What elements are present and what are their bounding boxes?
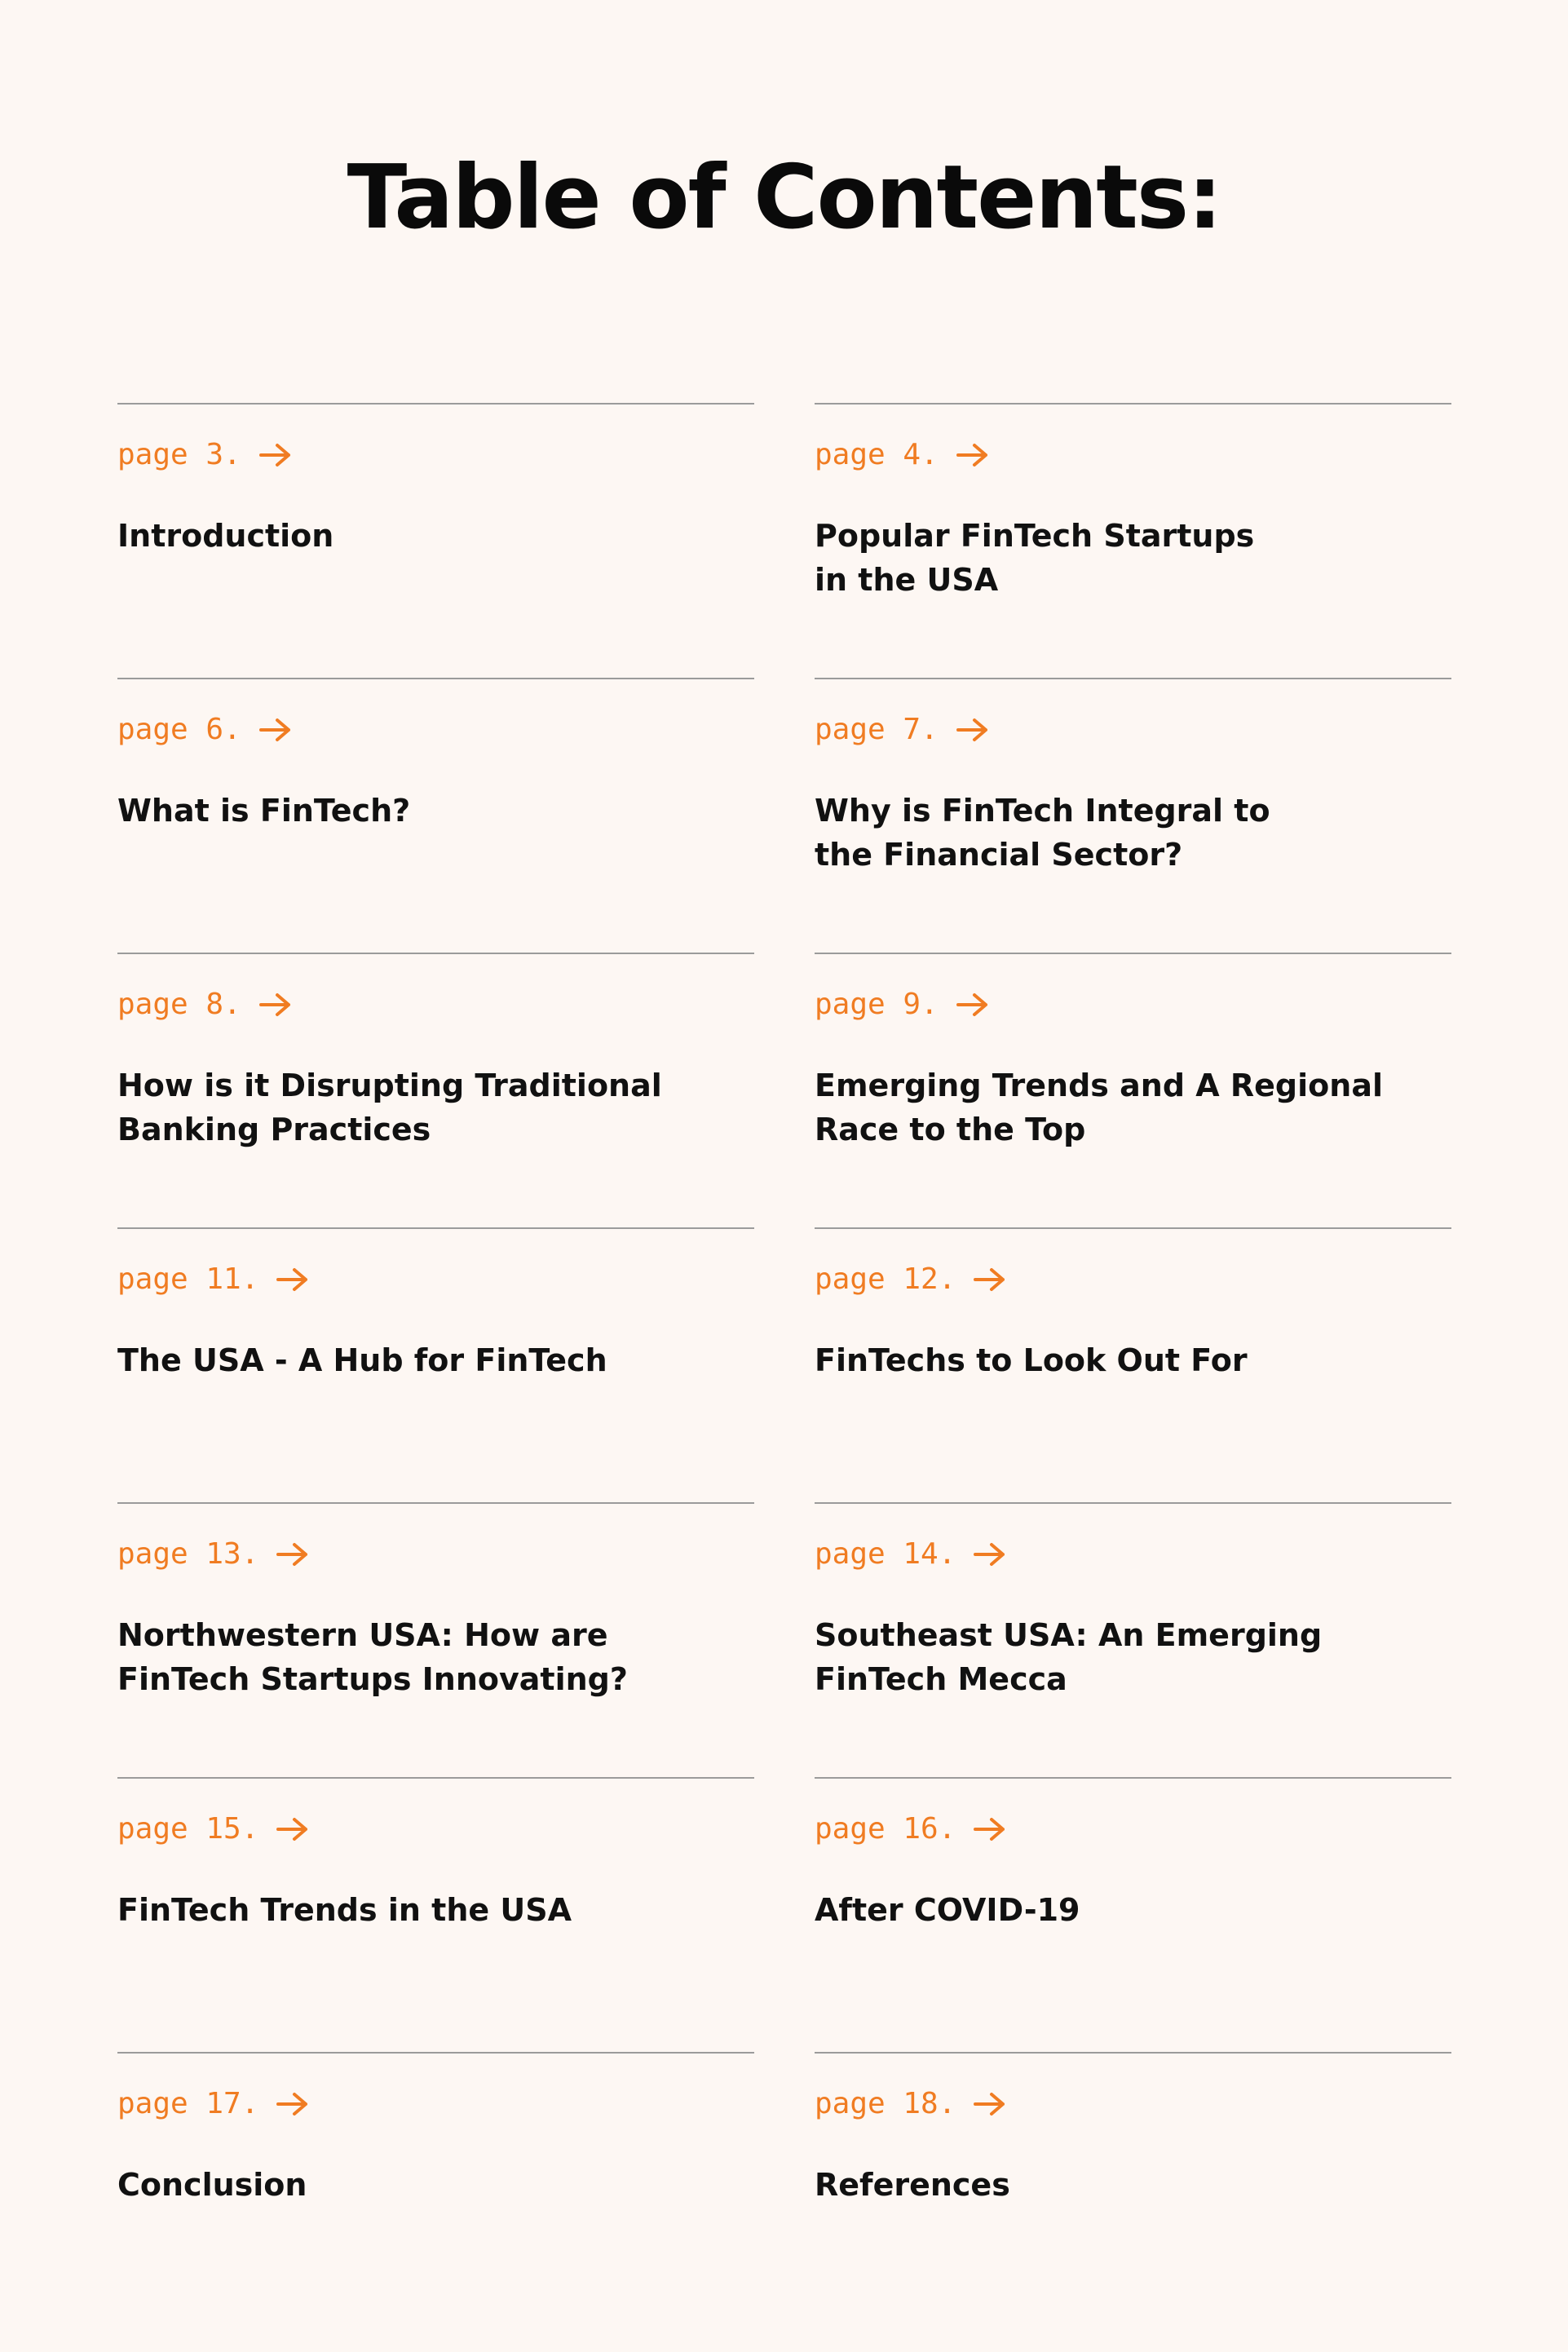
page-reference[interactable] <box>815 1536 1006 1572</box>
page-number: page 16. <box>815 1812 956 1846</box>
entry-title: Emerging Trends and A Regional Race to the Top <box>815 1068 1383 1147</box>
toc-entry-fintechs-to-look-out-for[interactable] <box>815 1227 1451 1502</box>
page-reference[interactable] <box>117 1536 309 1572</box>
entry-title: The USA - A Hub for FinTech <box>117 1342 607 1378</box>
entry-title: Popular FinTech Startups in the USA <box>815 518 1255 598</box>
arrow-right-icon <box>956 717 989 743</box>
page-number: page 6. <box>117 713 241 746</box>
entry-title: References <box>815 2167 1010 2203</box>
arrow-right-icon <box>956 442 989 468</box>
page-number: page 17. <box>117 2087 259 2120</box>
toc-entry-disrupting-banking[interactable] <box>117 953 754 1227</box>
page-number: page 3. <box>117 438 241 471</box>
toc-entry-popular-startups[interactable] <box>815 403 1451 678</box>
arrow-right-icon <box>276 2091 309 2117</box>
entry-title: Conclusion <box>117 2167 307 2203</box>
page-reference[interactable] <box>815 2086 1006 2122</box>
toc-entry-fintech-trends[interactable] <box>117 1777 754 2052</box>
page-number: page 18. <box>815 2087 956 2120</box>
page-reference[interactable] <box>815 712 989 748</box>
page-reference[interactable] <box>117 437 292 473</box>
toc-entry-southeast-usa[interactable] <box>815 1502 1451 1777</box>
page-reference[interactable] <box>117 1262 309 1298</box>
page-reference[interactable] <box>815 437 989 473</box>
entry-title: Southeast USA: An Emerging FinTech Mecca <box>815 1617 1323 1697</box>
page-number: page 11. <box>117 1262 259 1296</box>
toc-list <box>117 403 1451 2327</box>
arrow-right-icon <box>974 2091 1006 2117</box>
toc-entry-conclusion[interactable] <box>117 2052 754 2327</box>
arrow-right-icon <box>276 1541 309 1567</box>
page-number: page 7. <box>815 713 939 746</box>
toc-entry-emerging-trends[interactable] <box>815 953 1451 1227</box>
page-reference[interactable] <box>815 1811 1006 1847</box>
page-reference[interactable] <box>815 987 989 1023</box>
entry-title: Introduction <box>117 518 334 554</box>
entry-title: How is it Disrupting Traditional Banking Practices <box>117 1068 662 1147</box>
entry-title: FinTechs to Look Out For <box>815 1342 1248 1378</box>
page-title: Table of Contents: <box>347 147 1221 249</box>
arrow-right-icon <box>259 992 292 1018</box>
arrow-right-icon <box>956 992 989 1018</box>
page-number: page 14. <box>815 1537 956 1571</box>
entry-title: Northwestern USA: How are FinTech Startups Innovating? <box>117 1617 628 1697</box>
toc-entry-what-is-fintech[interactable] <box>117 678 754 953</box>
arrow-right-icon <box>276 1816 309 1842</box>
page-reference[interactable] <box>815 1262 1006 1298</box>
page-reference[interactable] <box>117 1811 309 1847</box>
page-number: page 13. <box>117 1537 259 1571</box>
arrow-right-icon <box>974 1267 1006 1293</box>
page-reference[interactable] <box>117 987 292 1023</box>
entry-title: FinTech Trends in the USA <box>117 1892 572 1928</box>
page-number: page 9. <box>815 988 939 1021</box>
toc-entry-after-covid[interactable] <box>815 1777 1451 2052</box>
arrow-right-icon <box>259 717 292 743</box>
page-number: page 12. <box>815 1262 956 1296</box>
entry-title: What is FinTech? <box>117 793 411 829</box>
page-number: page 4. <box>815 438 939 471</box>
entry-title: After COVID-19 <box>815 1892 1080 1928</box>
toc-entry-why-integral[interactable] <box>815 678 1451 953</box>
page-reference[interactable] <box>117 2086 309 2122</box>
arrow-right-icon <box>974 1816 1006 1842</box>
toc-entry-northwestern-usa[interactable] <box>117 1502 754 1777</box>
entry-title: Why is FinTech Integral to the Financial Sector? <box>815 793 1270 873</box>
arrow-right-icon <box>276 1267 309 1293</box>
page-number: page 8. <box>117 988 241 1021</box>
arrow-right-icon <box>259 442 292 468</box>
toc-entry-references[interactable] <box>815 2052 1451 2327</box>
toc-entry-introduction[interactable] <box>117 403 754 678</box>
page-reference[interactable] <box>117 712 292 748</box>
toc-entry-usa-hub[interactable] <box>117 1227 754 1502</box>
arrow-right-icon <box>974 1541 1006 1567</box>
page-number: page 15. <box>117 1812 259 1846</box>
